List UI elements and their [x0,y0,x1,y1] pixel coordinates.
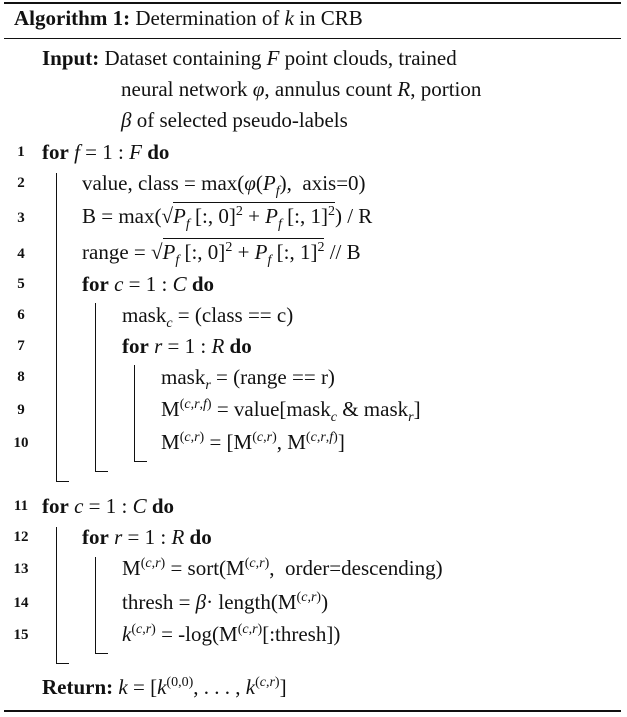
line-number: 15 [13,627,29,643]
input-line-2: neural network φ, annulus count R, portion [121,77,482,101]
algorithm-box: Algorithm 1: Determination of k in CRB Input: Dataset containing F point clouds, trained neural network φ, annulus count R, portion β of selected pseudo-labels 1 for f = 1 : F do 2 value, class = $\max(\varphi(P_f)$, axis=0) 3 $B = \max(√P_f$ [:, $0]^2 + P_f$ [:, 1]$^2$) / R 4 range = $√P_f$ [:, $0]^2 + P_f$ [:, 1]$^2$ // B 5 for c = 1 : C do 6 mask$_c$ = (class == c) 7 for r = 1 : R do 8 mask$_r$ = (range == r) 9 M$^{(c,r,f)}$ = value[mask$_c$ & mask$_r$] 10 $M^{(c,r)} = [M^{(c,r)}$, M$^{(c,r,f)}$] 11 for c = 1 : C do 12 for r = 1 : R do 13 $M^{(c,r)} = sort(M^{(c,r)}$, order=descending) 14 thresh = $\beta\cdot length(M^{(c,r)})$ 15 $k^{(c,r)}$ = $-\log(M^{(c,r)}[:thresh])$ Return: $k = [k^{(0,0)}$, . . . , $k^{(c,r)}$] [0,0,627,717]
line-number: 5 [17,276,25,292]
line-number: 10 [13,435,29,451]
block-end-for-c-2 [56,663,69,664]
algorithm-title-prefix: Algorithm 1: [14,6,131,30]
block-end-for-r-2 [95,653,108,654]
line-number: 4 [17,246,25,262]
input-line-1: Input: Dataset containing F point clouds, trained [42,46,457,70]
line-number: 11 [13,498,29,514]
line-number: 1 [17,144,25,160]
return-label: Return: [42,675,114,699]
block-bar-for-c [95,303,96,471]
algorithm-title-text: Determination of k in CRB [135,6,363,30]
block-bar-for-f [56,173,57,481]
block-bar-for-r-2 [95,557,96,653]
line-number: 12 [13,529,29,545]
line-number: 8 [17,369,25,385]
top-rule [4,2,621,4]
line-number: 2 [17,175,25,191]
return-line: Return: $k = [k^{(0,0)}$, . . . , $k^{(c,r)}$] [42,675,287,699]
line-number: 7 [17,338,25,354]
algorithm-title [14,6,363,31]
block-end-for-c [95,471,108,472]
line-number: 14 [13,595,29,611]
title-rule [4,38,621,39]
bottom-rule [4,710,621,712]
line-number: 3 [17,210,25,226]
block-bar-for-c-2 [56,527,57,663]
line-number: 13 [13,561,29,577]
block-bar-for-r [134,365,135,461]
block-end-for-f [56,481,69,482]
input-label: Input: [42,46,100,70]
line-number: 9 [17,402,25,418]
block-end-for-r [134,461,147,462]
line-number: 6 [17,307,25,323]
input-line-3: β of selected pseudo-labels [121,108,348,132]
